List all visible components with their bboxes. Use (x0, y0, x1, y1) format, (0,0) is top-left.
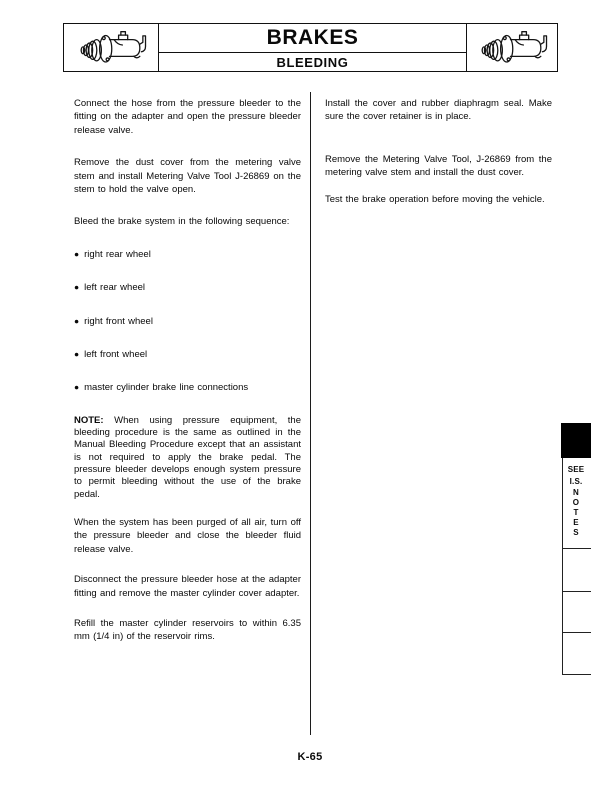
list-item-label: left rear wheel (84, 282, 146, 294)
bullet-icon: ● (74, 315, 80, 326)
note-label: NOTE: (74, 414, 104, 426)
list-item-label: right rear wheel (84, 248, 151, 260)
sidebar-vertical-rule (562, 458, 563, 675)
sidebar-cell-rule (562, 548, 591, 549)
sidebar-letter: S (573, 528, 579, 537)
list-item (74, 315, 301, 328)
section-index-tab-block (561, 423, 591, 458)
paragraph: When the system has been purged of all air, turn off the pressure bleeder and close the bleeder fluid release valve. (74, 516, 301, 555)
paragraph: Test the brake operation before moving the vehicle. (325, 193, 545, 205)
list-item (74, 281, 301, 294)
sidebar-label-see: SEE (567, 465, 585, 474)
paragraph: Install the cover and rubber diaphragm seal. Make sure the cover retainer is in place. (325, 98, 552, 123)
sidebar-letter: O (572, 498, 580, 507)
bullet-icon: ● (74, 349, 80, 360)
header-image-cell-right (466, 24, 557, 71)
paragraph: Bleed the brake system in the following sequence: (74, 216, 290, 228)
right-column (325, 97, 552, 225)
paragraph: Remove the dust cover from the metering valve stem and install Metering Valve Tool J-26869 on the stem to hold the valve open. (74, 157, 301, 196)
header-title-block (159, 24, 466, 71)
see-is-notes-label (560, 464, 592, 538)
list-item-label: master cylinder brake line connections (84, 382, 249, 394)
paragraph: Remove the Metering Valve Tool, J-26869 from the metering valve stem and install the dust cover. (325, 153, 552, 179)
paragraph: Disconnect the pressure bleeder hose at the adapter fitting and remove the master cylinder cover adapter. (74, 574, 301, 599)
list-item (74, 381, 301, 394)
list-item (74, 248, 301, 261)
bullet-icon: ● (74, 282, 80, 293)
sidebar-cell-rule (562, 591, 591, 592)
master-cylinder-illustration-left (67, 26, 155, 70)
sidebar-letter: T (573, 508, 579, 517)
paragraph: Connect the hose from the pressure bleeder to the fitting on the adapter and open the pressure bleeder release valve. (74, 98, 301, 136)
sidebar-cell-rule (562, 674, 591, 675)
list-item-label: right front wheel (84, 315, 153, 327)
left-column (74, 97, 301, 663)
sidebar-letter: N (573, 488, 579, 497)
sidebar-letter: E (573, 518, 579, 527)
header-banner (63, 23, 558, 72)
note-text: When using pressure equipment, the bleeding procedure is the same as outlined in the Manual Bleeding Procedure except that an assistant is not required to apply the brake pedal. The pressure bleeder develops enough system pressure to permit bleeding without the use of the brake pedal. (74, 414, 301, 500)
page-subtitle: BLEEDING (276, 54, 349, 70)
sidebar-cell-rule (562, 632, 591, 633)
sidebar-label-is: I.S. (569, 477, 583, 486)
master-cylinder-illustration-right (468, 26, 556, 70)
bullet-icon: ● (74, 382, 80, 393)
note-paragraph (74, 415, 301, 501)
column-divider-rule (310, 92, 311, 735)
page-title: BRAKES (159, 24, 466, 53)
list-item-label: left front wheel (84, 349, 148, 361)
page-number: K-65 (297, 751, 323, 763)
list-item (74, 348, 301, 361)
paragraph: Refill the master cylinder reservoirs to within 6.35 mm (1/4 in) of the reservoir rims. (74, 617, 301, 643)
bullet-icon: ● (74, 248, 80, 259)
header-image-cell-left (64, 24, 159, 71)
bleed-sequence-list (74, 248, 301, 395)
